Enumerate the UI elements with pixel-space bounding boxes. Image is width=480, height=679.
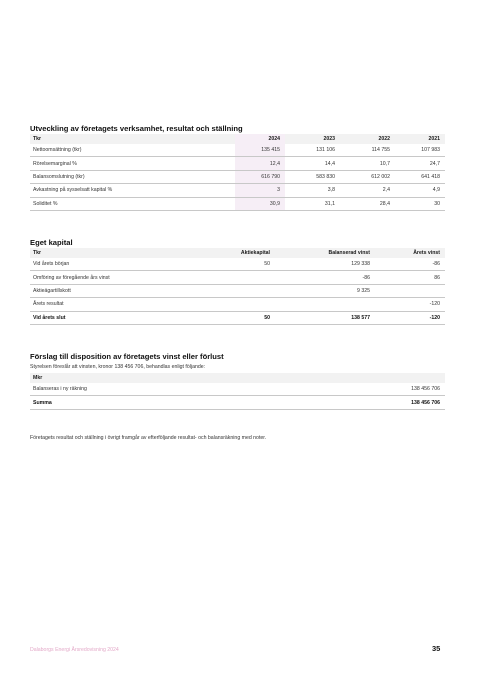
row-label: Rörelsemarginal % bbox=[30, 157, 235, 170]
row-label: Aktieägartillskott bbox=[30, 284, 190, 297]
header-cell: 2022 bbox=[378, 136, 390, 142]
table-cell: -120 bbox=[375, 298, 445, 311]
table-cell: 3 bbox=[235, 184, 285, 197]
header-cell: Tkr bbox=[33, 136, 42, 142]
table-cell: 28,4 bbox=[340, 197, 395, 210]
footer-text: Dalaborgs Energi Årsredovisning 2024 bbox=[30, 647, 119, 653]
disposition-table bbox=[30, 373, 445, 410]
table-row bbox=[30, 284, 445, 297]
table-row bbox=[30, 383, 445, 396]
table-cell: 138 456 706 bbox=[330, 383, 445, 396]
table-cell: -86 bbox=[375, 258, 445, 271]
table-cell bbox=[275, 298, 375, 311]
table-cell: 129 338 bbox=[275, 258, 375, 271]
table-header-row bbox=[30, 248, 445, 258]
row-label: Avkastning på sysselsatt kapital % bbox=[30, 184, 235, 197]
table-cell: 10,7 bbox=[340, 157, 395, 170]
table-cell: 2,4 bbox=[340, 184, 395, 197]
table-cell: 135 415 bbox=[235, 144, 285, 157]
table-row bbox=[30, 170, 445, 183]
table-cell: 114 755 bbox=[340, 144, 395, 157]
table-cell: 138 577 bbox=[275, 311, 375, 324]
table-row bbox=[30, 197, 445, 210]
row-label: Vid årets slut bbox=[30, 311, 190, 324]
table-cell: 50 bbox=[190, 311, 275, 324]
development-table bbox=[30, 134, 445, 211]
header-cell: 2021 bbox=[428, 136, 440, 142]
table-cell bbox=[375, 284, 445, 297]
table-cell bbox=[190, 284, 275, 297]
row-label: Soliditet % bbox=[30, 197, 235, 210]
page-number: 35 bbox=[432, 644, 441, 653]
table-cell: 138 456 706 bbox=[330, 396, 445, 409]
row-label: Summa bbox=[30, 396, 330, 409]
table-cell: 14,4 bbox=[285, 157, 340, 170]
table-header-row bbox=[30, 373, 445, 383]
table-cell bbox=[190, 298, 275, 311]
table-cell: 107 983 bbox=[395, 144, 445, 157]
table-cell bbox=[190, 271, 275, 284]
table-row bbox=[30, 184, 445, 197]
table-cell: 50 bbox=[190, 258, 275, 271]
header-cell: 2024 bbox=[235, 134, 285, 144]
section-title-development: Utveckling av företagets verksamhet, resultat och ställning bbox=[30, 124, 243, 133]
table-cell: 616 790 bbox=[235, 170, 285, 183]
table-cell: 131 106 bbox=[285, 144, 340, 157]
table-header-row bbox=[30, 134, 445, 144]
total-row bbox=[30, 311, 445, 324]
table-cell: 24,7 bbox=[395, 157, 445, 170]
table-cell: 641 418 bbox=[395, 170, 445, 183]
table-row bbox=[30, 271, 445, 284]
table-cell: -120 bbox=[375, 311, 445, 324]
table-cell: 30,9 bbox=[235, 197, 285, 210]
table-cell: 86 bbox=[375, 271, 445, 284]
disposition-intro: Styrelsen föreslår att vinsten, kronor 138 456 706, behandlas enligt följande: bbox=[30, 364, 206, 370]
table-cell: 9 325 bbox=[275, 284, 375, 297]
table-cell: 4,9 bbox=[395, 184, 445, 197]
statement-note: Företagets resultat och ställning i övrigt framgår av efterföljande resultat- och balansräkning med noter. bbox=[30, 435, 267, 441]
table-cell: 583 830 bbox=[285, 170, 340, 183]
table-cell: 31,1 bbox=[285, 197, 340, 210]
equity-table bbox=[30, 248, 445, 325]
row-label: Balanseras i ny räkning bbox=[30, 383, 330, 396]
section-title-equity: Eget kapital bbox=[30, 238, 73, 247]
table-row bbox=[30, 157, 445, 170]
header-cell: Aktiekapital bbox=[240, 250, 270, 256]
header-cell: Tkr bbox=[33, 250, 42, 256]
row-label: Nettoomsättning (tkr) bbox=[30, 144, 235, 157]
header-cell: Årets vinst bbox=[413, 250, 440, 256]
table-row bbox=[30, 298, 445, 311]
table-cell: 3,8 bbox=[285, 184, 340, 197]
row-label: Balansomslutning (tkr) bbox=[30, 170, 235, 183]
header-cell: 2023 bbox=[323, 136, 335, 142]
row-label: Omföring av föregående års vinst bbox=[30, 271, 190, 284]
table-row bbox=[30, 258, 445, 271]
total-row bbox=[30, 396, 445, 409]
table-cell: 12,4 bbox=[235, 157, 285, 170]
table-cell: 612 002 bbox=[340, 170, 395, 183]
row-label: Vid årets början bbox=[30, 258, 190, 271]
section-title-disposition: Förslag till disposition av företagets vinst eller förlust bbox=[30, 352, 224, 361]
table-row bbox=[30, 144, 445, 157]
table-cell: -86 bbox=[275, 271, 375, 284]
header-cell: Mkr bbox=[33, 375, 43, 381]
table-cell: 30 bbox=[395, 197, 445, 210]
header-cell: Balanserad vinst bbox=[328, 250, 370, 256]
row-label: Årets resultat bbox=[30, 298, 190, 311]
